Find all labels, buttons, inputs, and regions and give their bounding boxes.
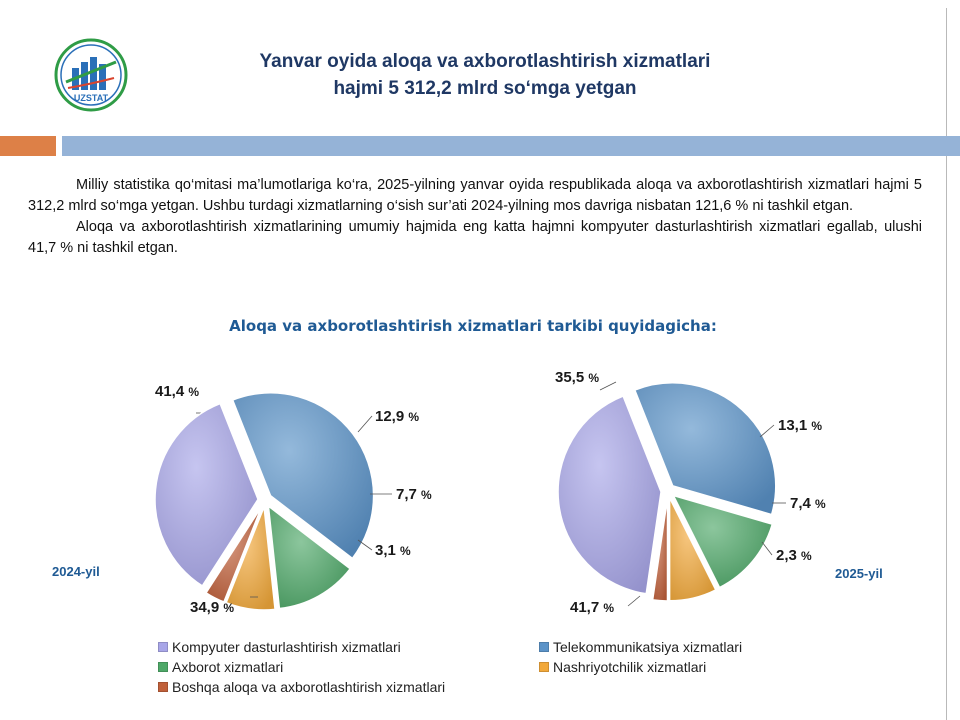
legend-item-axborot-xizmatlari xyxy=(158,659,283,675)
legend-item-nashriyotchilik-xizmatlari xyxy=(539,659,706,675)
slice-kompyuter-dasturlashtirish-xizmatlari xyxy=(558,396,661,594)
logo-text: UZSTAT xyxy=(73,93,109,103)
legend-item-boshqa-aloqa-va-axborotlashtirish-xizmatlari xyxy=(158,679,445,695)
legend-swatch xyxy=(158,642,168,652)
slice-value-label: 3,1 % xyxy=(375,542,411,559)
legend-swatch xyxy=(158,682,168,692)
legend-label: Boshqa aloqa va axborotlashtirish xizmatlari xyxy=(172,679,446,695)
title-line-1: Yanvar oyida aloqa va axborotlashtirish xizmatlari xyxy=(259,51,711,72)
slice-value-label: 41,7 % xyxy=(570,599,615,616)
year-label: 2024-yil xyxy=(52,564,100,579)
legend-swatch xyxy=(539,642,549,652)
legend-swatch xyxy=(539,662,549,672)
title-line-2: hajmi 5 312,2 mlrd so‘mga yetgan xyxy=(333,78,637,99)
legend-item-telekommunikatsiya-xizmatlari xyxy=(539,639,742,655)
year-label: 2025-yil xyxy=(835,566,883,581)
slice-value-label: 12,9 % xyxy=(375,408,420,425)
legend-label: Nashriyotchilik xizmatlari xyxy=(553,659,707,675)
leader-line xyxy=(600,382,616,390)
legend-swatch xyxy=(158,662,168,672)
pie-chart-2024-yil xyxy=(52,383,432,616)
pie-chart-2025-yil xyxy=(555,369,883,616)
paragraph-1: Milliy statistika qo‘mitasi ma’lumotlariga ko‘ra, 2025-yilning yanvar oyida respublikada aloqa va axborotlashtirish xizmatlari hajmi 5 312,2 mlrd so‘mga yetgan. Ushbu turdagi xizmatlarning o‘sish sur’ati 2024-yilning mos davriga nisbatan 121,6 % ni tashkil etgan. xyxy=(28,177,922,214)
slice-value-label: 13,1 % xyxy=(778,417,823,434)
legend-label: Axborot xizmatlari xyxy=(172,659,284,675)
slice-kompyuter-dasturlashtirish-xizmatlari xyxy=(155,404,258,586)
slice-value-label: 34,9 % xyxy=(190,599,235,616)
slice-value-label: 7,7 % xyxy=(396,486,432,503)
legend-item-kompyuter-dasturlashtirish-xizmatlari xyxy=(158,639,401,655)
slice-value-label: 35,5 % xyxy=(555,369,600,386)
slice-value-label: 7,4 % xyxy=(790,495,826,512)
chart-title: Aloqa va axborotlashtirish xizmatlari tarkibi quyidagicha: xyxy=(229,317,717,335)
paragraph-2: Aloqa va axborotlashtirish xizmatlarining umumiy hajmida eng katta hajmni kompyuter dasturlashtirish xizmatlari egallab, ulushi 41,7 % ni tashkil etgan. xyxy=(28,219,922,256)
leader-line xyxy=(628,596,640,606)
leader-line xyxy=(762,542,772,555)
leader-line xyxy=(358,416,372,432)
legend-label: Telekommunikatsiya xizmatlari xyxy=(553,639,743,655)
leader-line xyxy=(760,425,774,437)
slice-value-label: 2,3 % xyxy=(776,547,812,564)
legend-label: Kompyuter dasturlashtirish xizmatlari xyxy=(172,639,401,655)
slice-value-label: 41,4 % xyxy=(155,383,200,400)
